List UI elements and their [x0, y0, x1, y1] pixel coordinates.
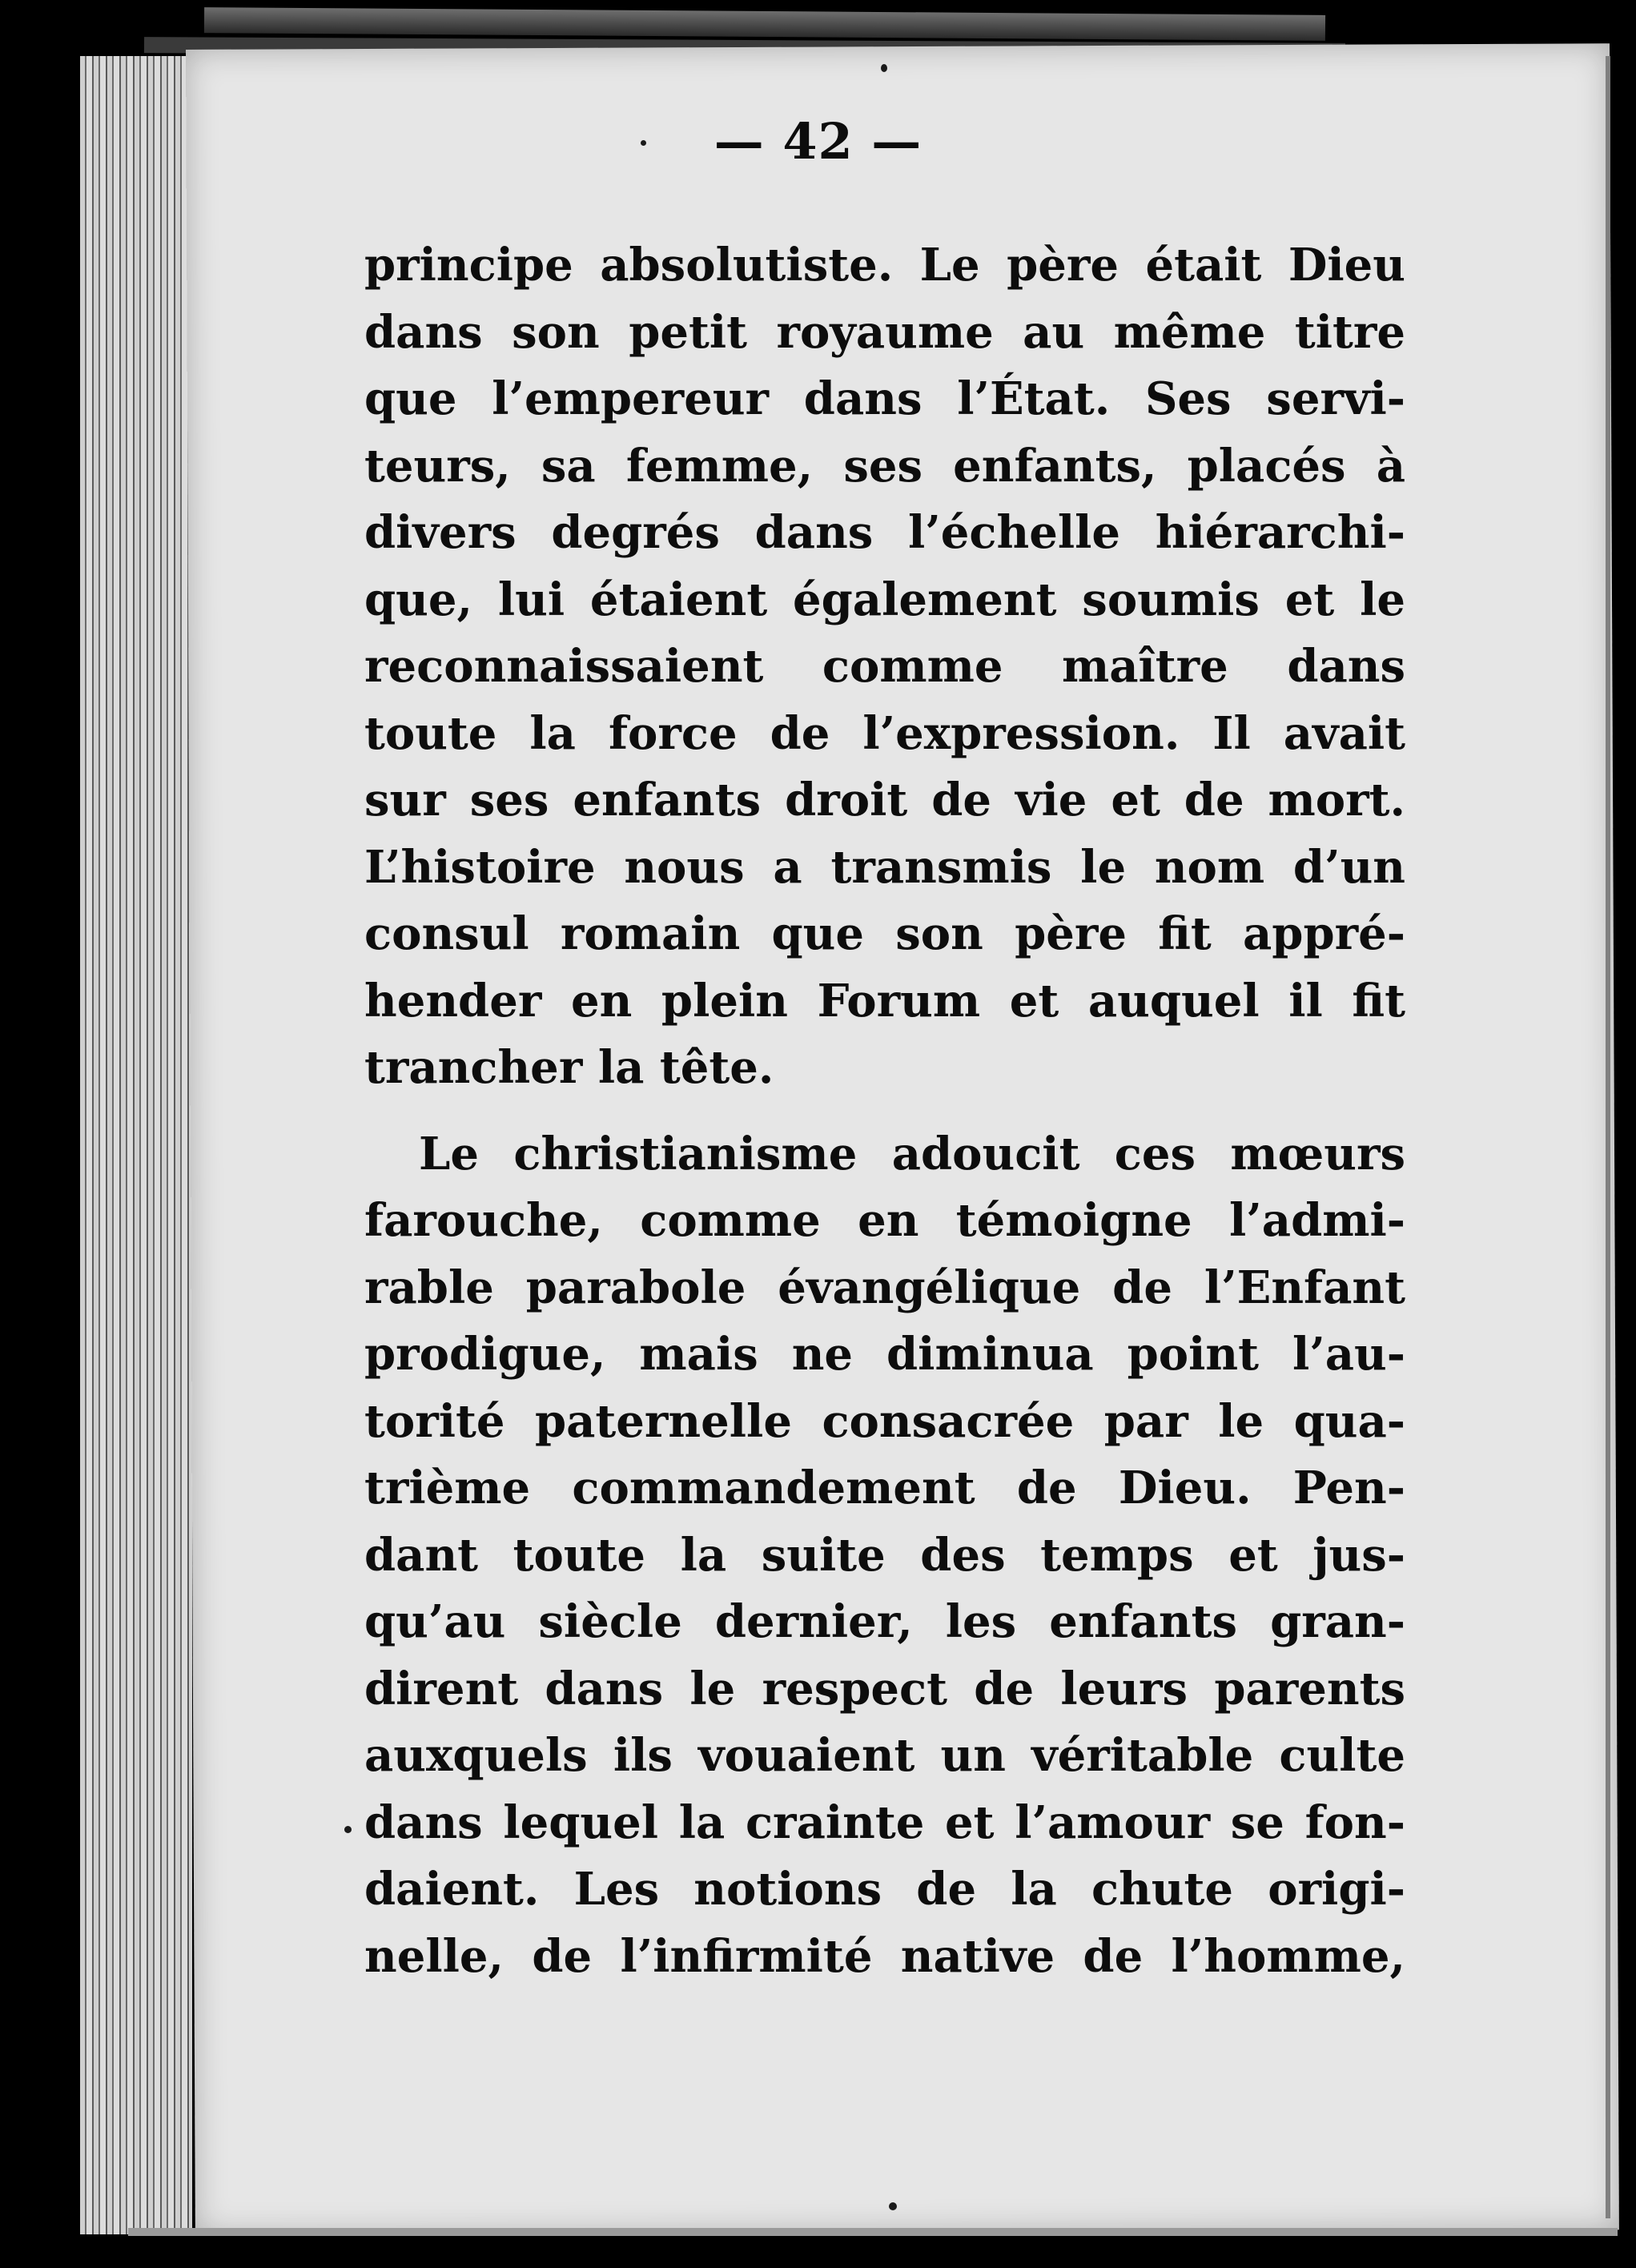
text-line: nelle, de l’infirmité native de l’homme, [364, 1929, 1405, 1983]
page-right-edge [1606, 56, 1610, 2218]
text-line: dant toute la suite des temps et jus- [364, 1528, 1405, 1582]
dust-speck [881, 64, 887, 72]
text-line: dans son petit royaume au même titre [364, 305, 1405, 359]
text-line: que, lui étaient également soumis et le [364, 573, 1405, 626]
paragraph-2 [364, 1121, 1405, 1991]
text-line: L’histoire nous a transmis le nom d’un [364, 840, 1405, 894]
text-line: auxquels ils vouaient un véritable culte [364, 1729, 1405, 1782]
paragraph-1 [364, 232, 1405, 1102]
text-line: torité paternelle consacrée par le qua- [364, 1394, 1405, 1448]
text-line: divers degrés dans l’échelle hiérarchi- [364, 506, 1405, 559]
text-line: daient. Les notions de la chute origi- [364, 1863, 1405, 1916]
text-line: consul romain que son père fit appré- [364, 907, 1405, 960]
text-line: farouche, comme en témoigne l’admi- [364, 1194, 1405, 1247]
body-text [364, 232, 1405, 1990]
text-line: qu’au siècle dernier, les enfants gran- [364, 1595, 1405, 1648]
dust-speck [344, 1826, 352, 1833]
scanner-border-top [204, 7, 1325, 41]
dust-speck [889, 2202, 897, 2210]
text-line: teurs, sa femme, ses enfants, placés à [364, 439, 1405, 493]
page-bottom-edge [128, 2228, 1618, 2236]
text-line: dans lequel la crainte et l’amour se fon- [364, 1796, 1405, 1849]
page-stack-edges [80, 56, 192, 2234]
text-line: trième commandement de Dieu. Pen- [364, 1462, 1405, 1514]
text-line: rable parabole évangélique de l’Enfant [364, 1261, 1405, 1314]
text-line: dirent dans le respect de leurs parents [364, 1662, 1405, 1715]
text-line: que l’empereur dans l’État. Ses servi- [364, 372, 1405, 425]
text-line: prodigue, mais ne diminua point l’au- [364, 1328, 1405, 1381]
text-line: toute la force de l’expression. Il avait [364, 706, 1405, 760]
text-line: sur ses enfants droit de vie et de mort. [364, 774, 1405, 826]
text-line: trancher la tête. [364, 1041, 774, 1094]
page-number: — 42 — [713, 112, 923, 171]
text-line: hender en plein Forum et auquel il fit [364, 974, 1405, 1027]
text-line: Le christianisme adoucit ces mœurs [419, 1127, 1405, 1180]
text-line: reconnaissaient comme maître dans [364, 640, 1405, 693]
text-line: principe absolutiste. Le père était Dieu [364, 239, 1405, 292]
